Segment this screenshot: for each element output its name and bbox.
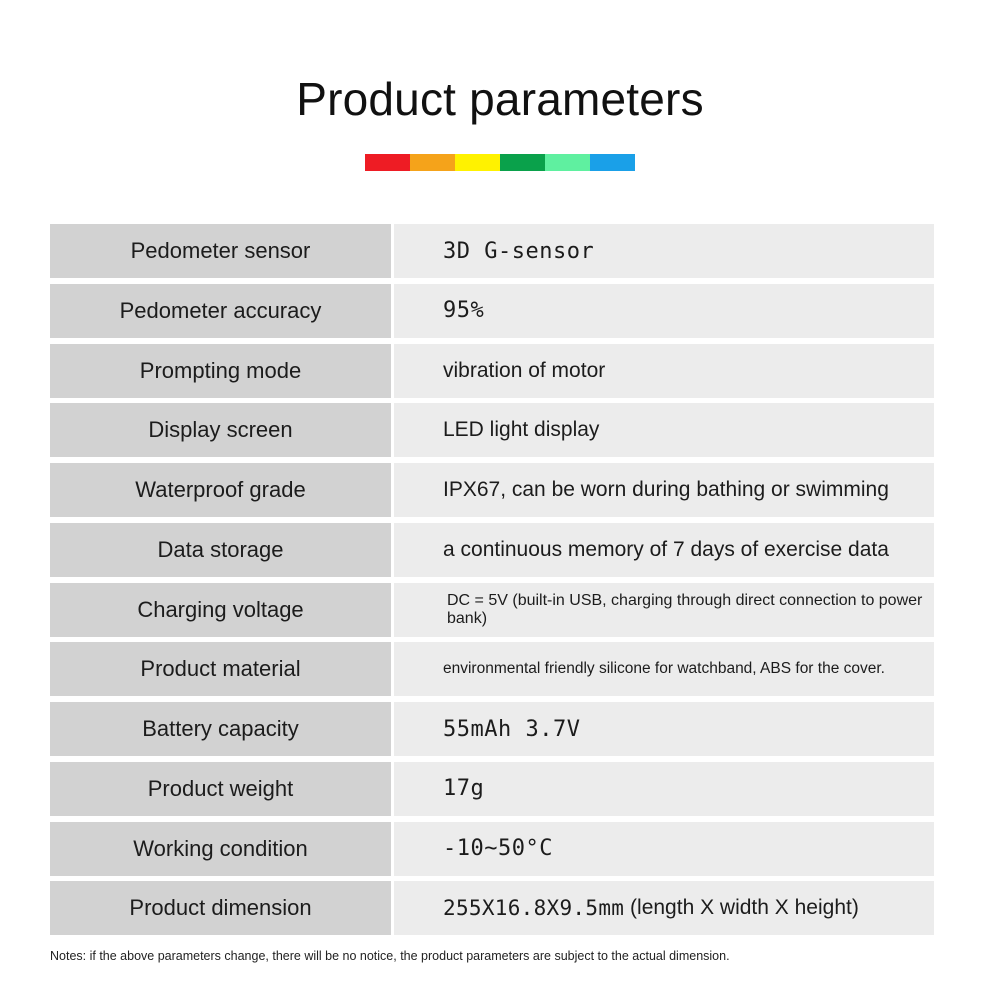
color-strip-divider [365,154,635,171]
row-label: Product weight [50,762,391,816]
parameters-table [50,224,934,941]
dimension-value: 255X16.8X9.5mm [443,896,625,921]
row-label: Prompting mode [50,344,391,398]
table-row [50,583,934,637]
row-label: Battery capacity [50,702,391,756]
row-label: Charging voltage [50,583,391,637]
row-label: Display screen [50,403,391,457]
table-row [50,702,934,756]
row-value: -10~50°C [394,822,934,876]
row-value: IPX67, can be worn during bathing or swimming [394,463,934,517]
row-label: Product dimension [50,881,391,935]
color-segment-red [365,154,410,171]
row-value: a continuous memory of 7 days of exercise data [394,523,934,577]
color-segment-green [500,154,545,171]
color-segment-blue [590,154,635,171]
row-label: Data storage [50,523,391,577]
footnote: Notes: if the above parameters change, there will be no notice, the product parameters are subject to the actual dimension. [50,949,730,963]
table-row [50,403,934,457]
table-row [50,523,934,577]
row-value [394,881,934,935]
page-title: Product parameters [296,73,704,125]
row-value: DC = 5V (built-in USB, charging through direct connection to power bank) [394,583,934,637]
color-segment-yellow [455,154,500,171]
color-segment-mint [545,154,590,171]
table-row [50,463,934,517]
row-label: Pedometer sensor [50,224,391,278]
table-row [50,762,934,816]
table-row [50,822,934,876]
row-label: Pedometer accuracy [50,284,391,338]
color-segment-orange [410,154,455,171]
table-row [50,642,934,696]
row-label: Working condition [50,822,391,876]
table-row [50,224,934,278]
row-value: 3D G-sensor [394,224,934,278]
row-value: 17g [394,762,934,816]
row-value: environmental friendly silicone for watchband, ABS for the cover. [394,642,934,696]
row-label: Waterproof grade [50,463,391,517]
row-label: Product material [50,642,391,696]
row-value: vibration of motor [394,344,934,398]
table-row [50,284,934,338]
table-row [50,881,934,935]
row-value: 95% [394,284,934,338]
row-value: 55mAh 3.7V [394,702,934,756]
dimension-note: (length X width X height) [624,896,859,920]
row-value: LED light display [394,403,934,457]
table-row [50,344,934,398]
